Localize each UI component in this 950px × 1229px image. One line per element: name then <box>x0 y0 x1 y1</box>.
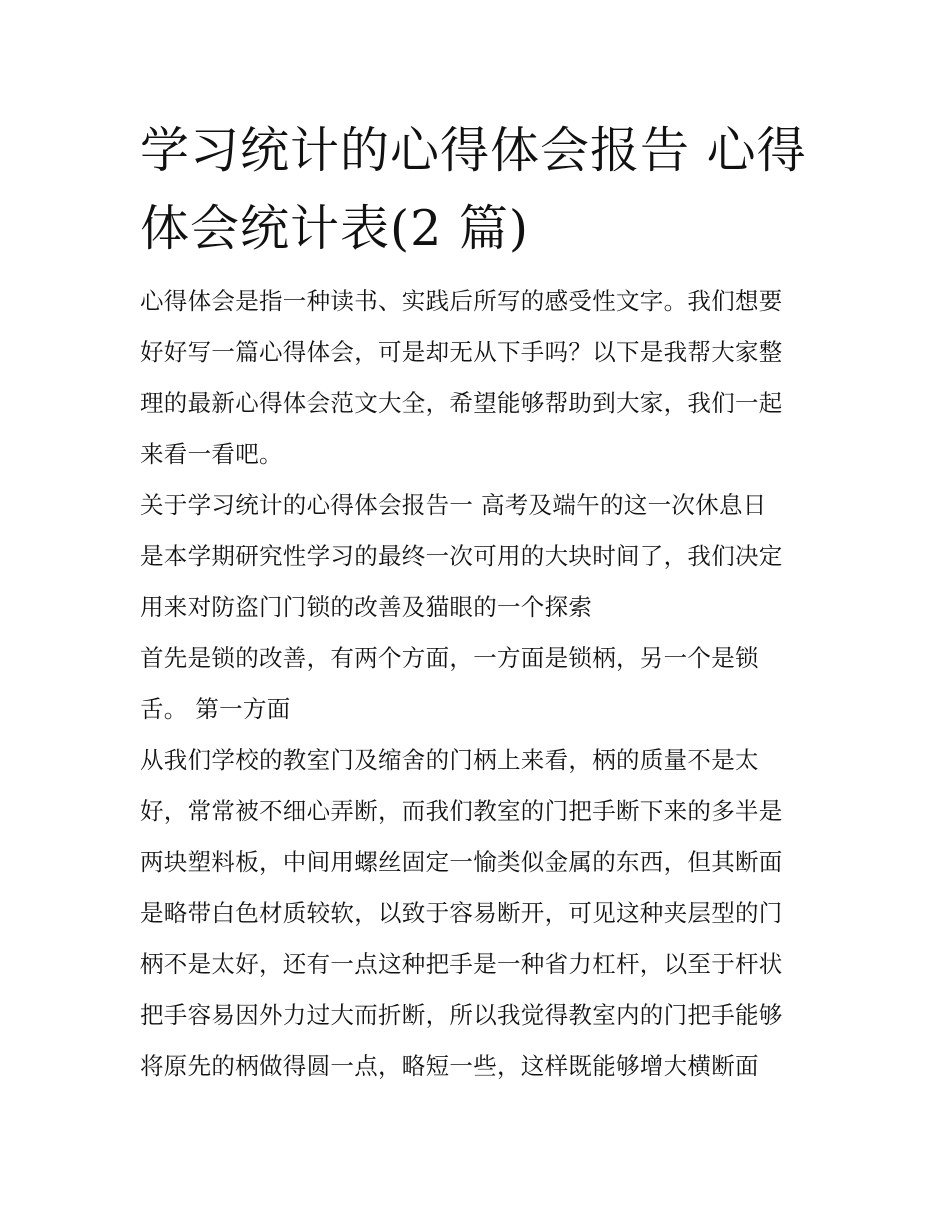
body-line: 好好写一篇心得体会，可是却无从下手吗？以下是我帮大家整 <box>140 338 783 366</box>
body-line: 关于学习统计的心得体会报告一 高考及端午的这一次休息日 <box>140 491 767 519</box>
title-line-1: 学习统计的心得体会报告 心得 <box>140 122 807 179</box>
body-line: 是略带白色材质较软，以致于容易断开，可见这种夹层型的门 <box>140 899 783 927</box>
body-line: 两块塑料板，中间用螺丝固定一愉类似金属的东西，但其断面 <box>140 848 783 876</box>
document-title <box>140 112 830 268</box>
body-line: 理的最新心得体会范文大全，希望能够帮助到大家，我们一起 <box>140 389 783 417</box>
title-line-2: 体会统计表(2 篇) <box>140 200 529 257</box>
body-line: 从我们学校的教室门及缩舍的门柄上来看，柄的质量不是太 <box>140 746 759 774</box>
body-line: 好，常常被不细心弄断，而我们教室的门把手断下来的多半是 <box>140 797 783 825</box>
body-line: 用来对防盗门门锁的改善及猫眼的一个探索 <box>140 593 593 621</box>
document-body <box>140 276 830 1092</box>
body-line: 柄不是太好，还有一点这种把手是一种省力杠杆，以至于杆状 <box>140 950 783 978</box>
body-line: 首先是锁的改善，有两个方面，一方面是锁柄，另一个是锁 <box>140 644 759 672</box>
body-line: 舌。 第一方面 <box>140 695 291 723</box>
body-line: 来看一看吧。 <box>140 440 283 468</box>
body-line: 是本学期研究性学习的最终一次可用的大块时间了，我们决定 <box>140 542 783 570</box>
body-line: 心得体会是指一种读书、实践后所写的感受性文字。我们想要 <box>140 287 783 315</box>
body-line: 将原先的柄做得圆一点，略短一些，这样既能够增大横断面 <box>140 1052 759 1080</box>
body-line: 把手容易因外力过大而折断，所以我觉得教室内的门把手能够 <box>140 1001 783 1029</box>
